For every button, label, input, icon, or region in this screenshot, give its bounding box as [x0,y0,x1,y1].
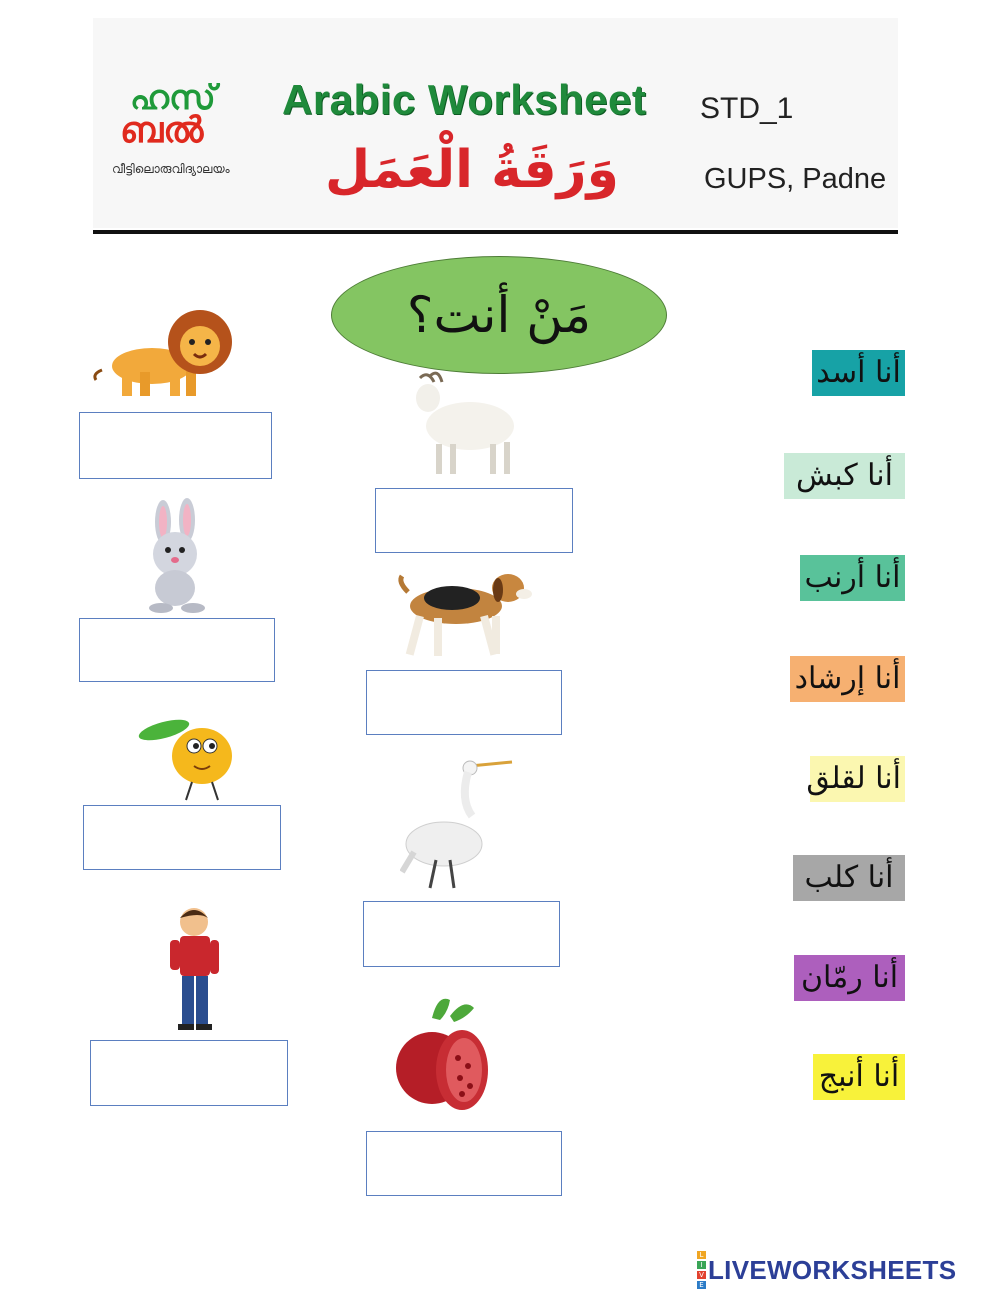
answer-box-pomegranate[interactable] [366,1131,562,1196]
pomegranate-picture [392,994,497,1120]
liveworksheets-logo[interactable] [697,1251,957,1289]
answer-box-lion[interactable] [79,412,272,479]
word-card-mango[interactable] [813,1054,905,1100]
rabbit-picture [125,498,235,616]
crane-picture [400,760,515,892]
lion-picture [92,308,240,400]
class-label: STD_1 [700,92,794,125]
boy-picture [160,906,230,1032]
brand-icon-letter: I [697,1261,706,1269]
answer-box-goat[interactable] [375,488,573,553]
header-divider [93,230,898,234]
worksheet-title-arabic: وَرَقَةُ الْعَمَل [325,140,619,200]
brand-icon-letter: E [697,1281,706,1289]
mango-character-picture [136,712,241,802]
word-card-ram[interactable] [784,453,905,499]
brand-icon-letter: V [697,1271,706,1279]
dog-picture [394,562,536,660]
word-card-dog[interactable] [793,855,905,901]
word-card-text: أنا إرشاد [794,661,901,696]
word-card-lion[interactable] [812,350,905,396]
word-card-text: أنا كبش [796,458,893,493]
answer-box-boy[interactable] [90,1040,288,1106]
word-card-rabbit[interactable] [800,555,905,601]
word-card-text: أنا أنبج [818,1059,900,1094]
logo-text-top: ഹസ് [130,78,216,118]
brand-icon [697,1250,706,1290]
word-card-boy-name[interactable] [790,656,905,702]
answer-box-mango[interactable] [83,805,281,870]
school-name: GUPS, Padne [704,163,887,195]
logo-text-main: ബൽ [120,110,204,151]
logo-tagline: വീട്ടിലൊരുവിദ്യാലയം [112,162,230,176]
worksheet-title-english: Arabic Worksheet [282,76,647,123]
answer-box-crane[interactable] [363,901,560,967]
question-bubble [331,256,667,374]
brand-name: LIVEWORKSHEETS [708,1254,957,1285]
word-card-text: أنا أسد [816,355,901,390]
question-text: مَنْ أنت؟ [406,286,592,344]
word-card-pomegranate[interactable] [794,955,905,1001]
word-card-text: أنا رمّان [800,960,899,995]
answer-box-rabbit[interactable] [79,618,275,682]
word-card-stork[interactable] [806,756,905,802]
word-card-text: أنا كلب [804,860,894,895]
school-logo [110,78,260,188]
word-card-text: أنا أرنب [804,560,901,595]
brand-icon-letter: L [697,1251,706,1259]
word-card-text: أنا لقلق [806,761,901,796]
goat-picture [400,370,525,478]
answer-box-dog[interactable] [366,670,562,735]
